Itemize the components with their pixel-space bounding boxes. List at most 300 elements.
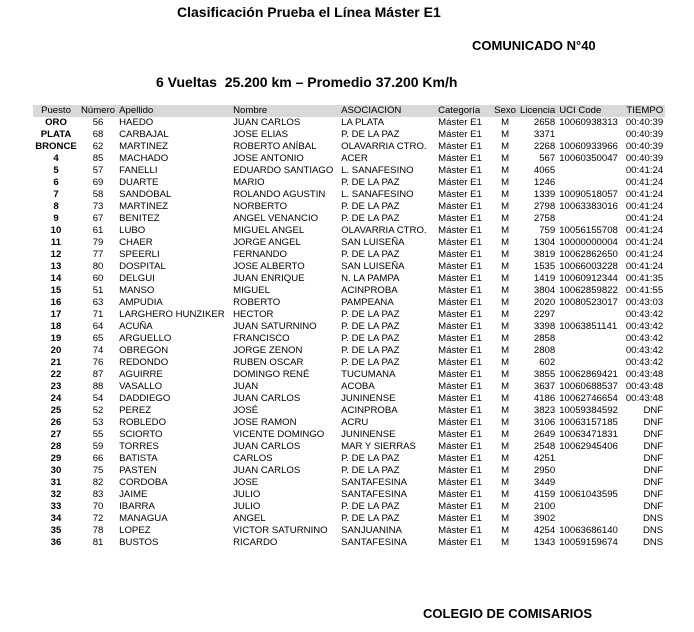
cell-numero: 53 — [92, 417, 104, 428]
table-row — [33, 405, 665, 417]
cell-categoria: Máster E1 — [438, 189, 482, 200]
cell-licencia: 4254 — [533, 525, 556, 536]
cell-licencia: 3449 — [533, 477, 556, 488]
cell-puesto: 12 — [50, 249, 62, 260]
cell-categoria: Máster E1 — [438, 501, 482, 512]
cell-uci-code: 10060938313 — [559, 117, 618, 128]
cell-numero: 62 — [92, 141, 104, 152]
cell-puesto: 22 — [50, 369, 62, 380]
cell-puesto: 35 — [50, 525, 62, 536]
cell-sexo: M — [501, 537, 510, 548]
cell-uci-code — [557, 129, 623, 141]
cell-tiempo: 00:41:24 — [625, 261, 664, 272]
table-row — [33, 309, 665, 321]
cell-puesto: 23 — [50, 381, 62, 392]
cell-sexo: M — [501, 165, 510, 176]
cell-categoria: Máster E1 — [438, 357, 482, 368]
cell-asociacion: P. DE LA PAZ — [341, 177, 400, 188]
cell-licencia: 2758 — [533, 213, 556, 224]
cell-categoria: Máster E1 — [438, 417, 482, 428]
cell-nombre: MIGUEL ANGEL — [233, 225, 305, 236]
cell-nombre: JUAN — [233, 381, 259, 392]
cell-asociacion: MAR Y SIERRAS — [341, 441, 416, 452]
cell-uci-code: 10080523017 — [559, 297, 618, 308]
cell-licencia: 2808 — [533, 345, 556, 356]
cell-asociacion: OLAVARRIA CTRO. — [341, 225, 427, 236]
cell-categoria: Máster E1 — [438, 429, 482, 440]
cell-licencia: 2548 — [533, 441, 556, 452]
table-row — [33, 501, 665, 513]
cell-numero: 69 — [92, 177, 104, 188]
cell-apellido: MARTINEZ — [119, 141, 168, 152]
results-body — [33, 117, 665, 549]
cell-puesto: 6 — [53, 177, 59, 188]
cell-categoria: Máster E1 — [438, 309, 482, 320]
cell-apellido: DADDIEGO — [119, 393, 171, 404]
cell-sexo: M — [501, 513, 510, 524]
cell-uci-code: 10059384592 — [559, 405, 618, 416]
cell-sexo: M — [501, 369, 510, 380]
table-row — [33, 345, 665, 357]
cell-categoria: Máster E1 — [438, 465, 482, 476]
cell-puesto: 18 — [50, 321, 62, 332]
cell-nombre: EDUARDO SANTIAGO — [233, 165, 334, 176]
cell-numero: 79 — [92, 237, 104, 248]
cell-asociacion: P. DE LA PAZ — [341, 357, 400, 368]
cell-sexo: M — [501, 477, 510, 488]
cell-categoria: Máster E1 — [438, 141, 482, 152]
cell-licencia: 3371 — [533, 129, 556, 140]
cell-uci-code: 10063686140 — [559, 525, 618, 536]
cell-apellido: CHAER — [119, 237, 153, 248]
cell-nombre: JUAN ENRIQUE — [233, 273, 305, 284]
cell-puesto: 11 — [50, 237, 62, 248]
cell-nombre: ANGEL — [233, 513, 266, 524]
cell-numero: 59 — [92, 441, 104, 452]
table-row — [33, 213, 665, 225]
cell-sexo: M — [501, 453, 510, 464]
cell-asociacion: SANTAFESINA — [341, 489, 408, 500]
cell-sexo: M — [501, 261, 510, 272]
table-row — [33, 297, 665, 309]
cell-numero: 75 — [92, 465, 104, 476]
cell-tiempo: 00:41:24 — [625, 213, 664, 224]
cell-tiempo: 00:41:24 — [625, 165, 664, 176]
cell-asociacion: P. DE LA PAZ — [341, 249, 400, 260]
footer-signature: COLEGIO DE COMISARIOS — [423, 606, 593, 621]
cell-uci-code — [557, 453, 623, 465]
cell-licencia: 759 — [539, 225, 556, 236]
cell-tiempo: 00:41:24 — [625, 249, 664, 260]
cell-puesto: 9 — [53, 213, 59, 224]
cell-categoria: Máster E1 — [438, 261, 482, 272]
cell-tiempo: 00:43:42 — [625, 309, 664, 320]
cell-apellido: AGUIRRE — [119, 369, 163, 380]
cell-sexo: M — [501, 429, 510, 440]
cell-asociacion: P. DE LA PAZ — [341, 213, 400, 224]
cell-puesto: PLATA — [40, 129, 72, 140]
cell-puesto: 27 — [50, 429, 62, 440]
cell-categoria: Máster E1 — [438, 489, 482, 500]
cell-apellido: LUBO — [119, 225, 146, 236]
cell-licencia: 2268 — [533, 141, 556, 152]
cell-tiempo: DNF — [643, 453, 664, 464]
cell-asociacion: PAMPEANA — [341, 297, 394, 308]
cell-apellido: IBARRA — [119, 501, 155, 512]
cell-tiempo: 00:41:55 — [625, 285, 664, 296]
cell-tiempo: DNS — [642, 537, 664, 548]
cell-puesto: ORO — [45, 117, 67, 128]
table-row — [33, 357, 665, 369]
table-row — [33, 417, 665, 429]
cell-nombre: CARLOS — [233, 453, 273, 464]
cell-tiempo: 00:41:24 — [625, 177, 664, 188]
cell-apellido: LARGHERO HUNZIKER — [119, 309, 225, 320]
cell-licencia: 602 — [539, 357, 556, 368]
cell-sexo: M — [501, 189, 510, 200]
cell-uci-code — [557, 177, 623, 189]
cell-uci-code: 10060688537 — [559, 381, 618, 392]
cell-sexo: M — [501, 381, 510, 392]
cell-nombre: FRANCISCO — [233, 333, 290, 344]
cell-apellido: DUARTE — [119, 177, 159, 188]
cell-categoria: Máster E1 — [438, 441, 482, 452]
table-row — [33, 225, 665, 237]
cell-puesto: 8 — [53, 201, 59, 212]
cell-uci-code: 10062746654 — [559, 393, 618, 404]
table-header-row — [33, 105, 665, 117]
cell-asociacion: P. DE LA PAZ — [341, 501, 400, 512]
cell-puesto: 10 — [50, 225, 62, 236]
cell-apellido: VASALLO — [119, 381, 163, 392]
cell-sexo: M — [501, 525, 510, 536]
cell-puesto: 29 — [50, 453, 62, 464]
cell-categoria: Máster E1 — [438, 381, 482, 392]
cell-asociacion: ACER — [341, 153, 368, 164]
cell-sexo: M — [501, 177, 510, 188]
cell-numero: 82 — [92, 477, 104, 488]
cell-licencia: 3819 — [533, 249, 556, 260]
cell-numero: 73 — [92, 201, 104, 212]
col-header-licencia: Licencia — [520, 105, 556, 116]
cell-puesto: 25 — [50, 405, 62, 416]
cell-tiempo: 00:43:48 — [625, 369, 664, 380]
cell-asociacion: OLAVARRIA CTRO. — [341, 141, 427, 152]
cell-numero: 66 — [92, 453, 104, 464]
cell-nombre: JOSÉ — [233, 405, 259, 416]
cell-sexo: M — [501, 405, 510, 416]
cell-apellido: MARTINEZ — [119, 201, 168, 212]
table-row — [33, 429, 665, 441]
cell-sexo: M — [501, 333, 510, 344]
cell-apellido: HAEDO — [119, 117, 154, 128]
table-row — [33, 117, 665, 129]
cell-uci-code — [557, 333, 623, 345]
cell-nombre: JORGE ZENON — [233, 345, 303, 356]
table-row — [33, 369, 665, 381]
cell-tiempo: 00:43:03 — [625, 297, 664, 308]
cell-licencia: 3855 — [533, 369, 556, 380]
cell-asociacion: LA PLATA — [341, 117, 384, 128]
cell-nombre: JOSE ELIAS — [233, 129, 289, 140]
cell-apellido: PASTEN — [119, 465, 157, 476]
cell-categoria: Máster E1 — [438, 273, 482, 284]
cell-asociacion: P. DE LA PAZ — [341, 345, 400, 356]
cell-numero: 56 — [92, 117, 104, 128]
cell-categoria: Máster E1 — [438, 453, 482, 464]
cell-puesto: 24 — [50, 393, 62, 404]
cell-numero: 71 — [92, 309, 104, 320]
cell-numero: 78 — [92, 525, 104, 536]
cell-numero: 65 — [92, 333, 104, 344]
cell-apellido: FANELLI — [119, 165, 158, 176]
cell-categoria: Máster E1 — [438, 477, 482, 488]
cell-asociacion: L. SANAFESINO — [341, 189, 414, 200]
race-summary: 6 Vueltas 25.200 km – Promedio 37.200 Km/h — [156, 74, 458, 90]
cell-apellido: SCIORTO — [119, 429, 163, 440]
cell-apellido: MACHADO — [119, 153, 169, 164]
cell-numero: 58 — [92, 189, 104, 200]
cell-sexo: M — [501, 321, 510, 332]
cell-puesto: 30 — [50, 465, 62, 476]
cell-asociacion: P. DE LA PAZ — [341, 465, 400, 476]
table-row — [33, 525, 665, 537]
cell-tiempo: 00:41:24 — [625, 201, 664, 212]
cell-puesto: 15 — [50, 285, 62, 296]
cell-categoria: Máster E1 — [438, 345, 482, 356]
cell-tiempo: 00:40:39 — [625, 153, 664, 164]
cell-apellido: BUSTOS — [119, 537, 159, 548]
cell-puesto: 19 — [50, 333, 62, 344]
cell-asociacion: P. DE LA PAZ — [341, 453, 400, 464]
cell-puesto: 28 — [50, 441, 62, 452]
cell-apellido: CORDOBA — [119, 477, 168, 488]
cell-sexo: M — [501, 237, 510, 248]
cell-uci-code: 10060933966 — [559, 141, 618, 152]
cell-nombre: MARIO — [233, 177, 265, 188]
cell-tiempo: DNF — [643, 417, 664, 428]
table-row — [33, 333, 665, 345]
cell-categoria: Máster E1 — [438, 369, 482, 380]
col-header-apellido: Apellido — [119, 105, 154, 116]
cell-puesto: 26 — [50, 417, 62, 428]
cell-puesto: 20 — [50, 345, 62, 356]
cell-tiempo: 00:41:24 — [625, 189, 664, 200]
cell-apellido: CARBAJAL — [119, 129, 169, 140]
cell-numero: 80 — [92, 261, 104, 272]
cell-apellido: SPEERLI — [119, 249, 160, 260]
cell-puesto: 5 — [53, 165, 59, 176]
cell-uci-code: 10063157185 — [559, 417, 618, 428]
cell-numero: 57 — [92, 165, 104, 176]
cell-asociacion: ACINPROBA — [341, 405, 398, 416]
cell-categoria: Máster E1 — [438, 225, 482, 236]
cell-nombre: JUAN SATURNINO — [233, 321, 317, 332]
cell-puesto: 4 — [53, 153, 59, 164]
col-header-tiempo: TIEMPO — [626, 105, 664, 116]
cell-apellido: ARGUELLO — [119, 333, 172, 344]
col-header-numero: Número — [81, 105, 116, 116]
cell-apellido: BENITEZ — [119, 213, 160, 224]
cell-licencia: 2020 — [533, 297, 556, 308]
cell-nombre: JOSE — [233, 477, 259, 488]
cell-categoria: Máster E1 — [438, 117, 482, 128]
cell-nombre: JOSE RAMON — [233, 417, 297, 428]
cell-asociacion: P. DE LA PAZ — [341, 201, 400, 212]
cell-puesto: 16 — [50, 297, 62, 308]
cell-categoria: Máster E1 — [438, 405, 482, 416]
cell-nombre: ANGEL VENANCIO — [233, 213, 319, 224]
cell-asociacion: ACINPROBA — [341, 285, 398, 296]
cell-nombre: RICARDO — [233, 537, 278, 548]
table-row — [33, 321, 665, 333]
cell-asociacion: SAN LUISEÑA — [341, 261, 405, 272]
table-row — [33, 477, 665, 489]
cell-sexo: M — [501, 465, 510, 476]
cell-apellido: OBREGON — [119, 345, 169, 356]
cell-nombre: JULIO — [233, 501, 261, 512]
cell-numero: 72 — [92, 513, 104, 524]
cell-numero: 51 — [92, 285, 104, 296]
cell-licencia: 3823 — [533, 405, 556, 416]
cell-nombre: HECTOR — [233, 309, 274, 320]
cell-licencia: 2658 — [533, 117, 556, 128]
cell-tiempo: DNF — [643, 465, 664, 476]
cell-categoria: Máster E1 — [438, 537, 482, 548]
col-header-asociacion: ASOCIACION — [341, 105, 402, 116]
cell-categoria: Máster E1 — [438, 213, 482, 224]
cell-licencia: 2950 — [533, 465, 556, 476]
cell-asociacion: SAN LUISEÑA — [341, 237, 405, 248]
cell-licencia: 4186 — [533, 393, 556, 404]
cell-licencia: 2100 — [533, 501, 556, 512]
cell-licencia: 567 — [539, 153, 556, 164]
table-row — [33, 273, 665, 285]
cell-categoria: Máster E1 — [438, 285, 482, 296]
cell-sexo: M — [501, 489, 510, 500]
cell-uci-code: 10061043595 — [559, 489, 618, 500]
col-header-nombre: Nombre — [233, 105, 268, 116]
cell-numero: 81 — [92, 537, 104, 548]
cell-uci-code: 10066003228 — [559, 261, 618, 272]
cell-puesto: 36 — [50, 537, 62, 548]
cell-sexo: M — [501, 357, 510, 368]
cell-nombre: JUAN CARLOS — [233, 117, 301, 128]
cell-asociacion: L. SANAFESINO — [341, 165, 414, 176]
cell-asociacion: P. DE LA PAZ — [341, 309, 400, 320]
cell-apellido: DELGUI — [119, 273, 155, 284]
cell-nombre: NORBERTO — [233, 201, 288, 212]
cell-tiempo: DNF — [643, 405, 664, 416]
cell-uci-code: 10059159674 — [559, 537, 618, 548]
cell-apellido: ACUÑA — [119, 321, 153, 332]
cell-uci-code: 10063383016 — [559, 201, 618, 212]
cell-asociacion: P. DE LA PAZ — [341, 513, 400, 524]
cell-nombre: JOSE ALBERTO — [233, 261, 305, 272]
cell-licencia: 3804 — [533, 285, 556, 296]
results-table — [33, 105, 665, 549]
cell-uci-code — [557, 345, 623, 357]
cell-puesto: 31 — [50, 477, 62, 488]
cell-tiempo: 00:41:35 — [625, 273, 664, 284]
col-header-puesto: Puesto — [41, 105, 71, 116]
cell-asociacion: P. DE LA PAZ — [341, 129, 400, 140]
cell-uci-code: 10056155708 — [559, 225, 618, 236]
cell-nombre: JULIO — [233, 489, 261, 500]
cell-puesto: 7 — [53, 189, 59, 200]
cell-tiempo: 00:40:39 — [625, 129, 664, 140]
cell-apellido: BATISTA — [119, 453, 158, 464]
cell-categoria: Máster E1 — [438, 393, 482, 404]
cell-nombre: DOMINGO RENÉ — [233, 369, 310, 380]
cell-licencia: 1304 — [533, 237, 556, 248]
cell-tiempo: 00:43:42 — [625, 333, 664, 344]
cell-licencia: 1419 — [533, 273, 556, 284]
cell-tiempo: 00:41:24 — [625, 225, 664, 236]
cell-tiempo: 00:41:24 — [625, 237, 664, 248]
cell-numero: 88 — [92, 381, 104, 392]
cell-numero: 77 — [92, 249, 104, 260]
table-row — [33, 537, 665, 549]
cell-uci-code: 10060912344 — [559, 273, 618, 284]
cell-numero: 61 — [92, 225, 104, 236]
cell-asociacion: JUNINENSE — [341, 393, 396, 404]
cell-tiempo: 00:43:48 — [625, 393, 664, 404]
cell-numero: 85 — [92, 153, 104, 164]
cell-nombre: JOSE ANTONIO — [233, 153, 304, 164]
cell-puesto: 14 — [50, 273, 62, 284]
cell-nombre: ROLANDO AGUSTIN — [233, 189, 326, 200]
cell-tiempo: DNF — [643, 441, 664, 452]
cell-tiempo: DNF — [643, 501, 664, 512]
cell-licencia: 2649 — [533, 429, 556, 440]
cell-tiempo: DNS — [642, 513, 664, 524]
cell-asociacion: N. LA PAMPA — [341, 273, 400, 284]
cell-categoria: Máster E1 — [438, 513, 482, 524]
table-row — [33, 393, 665, 405]
cell-tiempo: 00:43:42 — [625, 357, 664, 368]
cell-numero: 64 — [92, 321, 104, 332]
cell-puesto: BRONCE — [35, 141, 77, 152]
cell-numero: 70 — [92, 501, 104, 512]
cell-licencia: 2798 — [533, 201, 556, 212]
table-row — [33, 513, 665, 525]
table-row — [33, 489, 665, 501]
cell-tiempo: DNF — [643, 429, 664, 440]
cell-tiempo: DNS — [642, 525, 664, 536]
cell-apellido: MANSO — [119, 285, 155, 296]
table-row — [33, 237, 665, 249]
cell-apellido: JAIME — [119, 489, 148, 500]
cell-sexo: M — [501, 129, 510, 140]
table-row — [33, 249, 665, 261]
cell-tiempo: 00:40:39 — [625, 141, 664, 152]
cell-categoria: Máster E1 — [438, 237, 482, 248]
cell-licencia: 1535 — [533, 261, 556, 272]
comunicado-number: COMUNICADO N°40 — [472, 38, 596, 53]
cell-nombre: ROBERTO — [233, 297, 281, 308]
cell-nombre: JUAN CARLOS — [233, 393, 301, 404]
table-row — [33, 453, 665, 465]
cell-asociacion: ACOBA — [341, 381, 375, 392]
cell-sexo: M — [501, 501, 510, 512]
cell-sexo: M — [501, 117, 510, 128]
cell-sexo: M — [501, 417, 510, 428]
cell-uci-code — [557, 357, 623, 369]
cell-numero: 52 — [92, 405, 104, 416]
cell-nombre: JUAN CARLOS — [233, 465, 301, 476]
cell-asociacion: TUCUMANA — [341, 369, 396, 380]
